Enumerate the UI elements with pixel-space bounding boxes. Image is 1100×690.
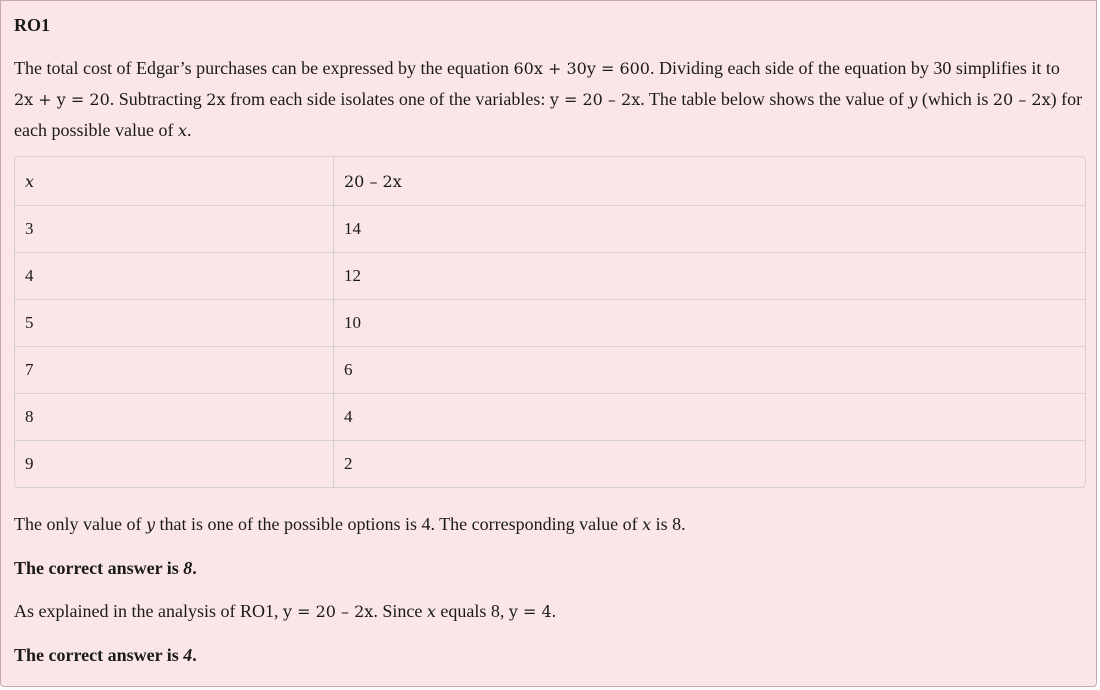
answer-prefix: The correct answer is — [14, 645, 184, 665]
equation-result: y = 4 — [508, 602, 552, 621]
variable-y: y — [908, 90, 918, 109]
table-row — [15, 440, 1085, 487]
intro-text-3: . Subtracting — [109, 89, 207, 109]
cell-x: 3 — [15, 205, 334, 252]
table-row — [15, 346, 1085, 393]
section-heading: RO1 — [14, 15, 50, 35]
cell-x: 9 — [15, 440, 334, 487]
explanation-text-2: . Since — [373, 601, 427, 621]
conclusion-text-1: The only value of — [14, 514, 146, 534]
answer-suffix: . — [192, 645, 197, 665]
intro-text-5: . The table below shows the value of — [640, 89, 909, 109]
table-row — [15, 393, 1085, 440]
cell-x: 4 — [15, 252, 334, 299]
intro-text-6: (which is — [917, 89, 993, 109]
header-expression: 20 – 2x — [344, 171, 402, 191]
equation-total-cost: 60x + 30y = 600 — [513, 59, 650, 78]
conclusion-paragraph — [14, 513, 1083, 536]
explanation-paragraph-2 — [14, 600, 1083, 623]
cell-y: 10 — [334, 299, 1085, 346]
equation-isolated: y = 20 – 2x — [282, 602, 374, 621]
intro-text-7: ) for each possible value of — [14, 89, 1083, 140]
explanation-text-4: . — [551, 601, 557, 621]
answer-value: 8 — [183, 558, 193, 578]
variable-y: y — [145, 515, 156, 534]
expression: 20 – 2x — [992, 90, 1051, 109]
table-row — [15, 299, 1085, 346]
conclusion-text-3: is 8. — [651, 514, 686, 534]
cell-y: 2 — [334, 440, 1085, 487]
table-row — [15, 252, 1085, 299]
intro-paragraph — [14, 53, 1083, 146]
table-row — [15, 205, 1085, 252]
equation-simplified: 2x + y = 20 — [14, 90, 110, 109]
conclusion-text-2: that is one of the possible options is 4. The corresponding value of — [155, 514, 643, 534]
cell-y: 12 — [334, 252, 1085, 299]
cell-y: 14 — [334, 205, 1085, 252]
cell-x: 7 — [15, 346, 334, 393]
cell-y: 4 — [334, 393, 1085, 440]
answer-suffix: . — [192, 558, 197, 578]
equation-isolated: y = 20 – 2x — [549, 90, 641, 109]
cell-x: 5 — [15, 299, 334, 346]
cell-x: 8 — [15, 393, 334, 440]
explanation-text-3: equals 8, — [435, 601, 509, 621]
table-header-row — [15, 157, 1085, 205]
intro-text-2: . Dividing each side of the equation by 30 simplifies it to — [649, 58, 1060, 78]
variable-x: x — [642, 515, 652, 534]
variable-x: x — [177, 121, 187, 140]
explanation-text-1: As explained in the analysis of RO1, — [14, 601, 283, 621]
answer-prefix: The correct answer is — [14, 558, 184, 578]
correct-answer-1 — [14, 557, 1083, 579]
intro-text-4: from each side isolates one of the variables: — [225, 89, 550, 109]
variable-x: x — [426, 602, 436, 621]
intro-text-8: . — [186, 120, 192, 140]
equation-term: 2x — [206, 90, 226, 109]
answer-value: 4 — [183, 645, 193, 665]
header-x: x — [15, 157, 334, 205]
correct-answer-2 — [14, 644, 1083, 666]
intro-text-1: The total cost of Edgar’s purchases can be expressed by the equation — [14, 58, 514, 78]
cell-y: 6 — [334, 346, 1085, 393]
values-table — [14, 156, 1086, 488]
